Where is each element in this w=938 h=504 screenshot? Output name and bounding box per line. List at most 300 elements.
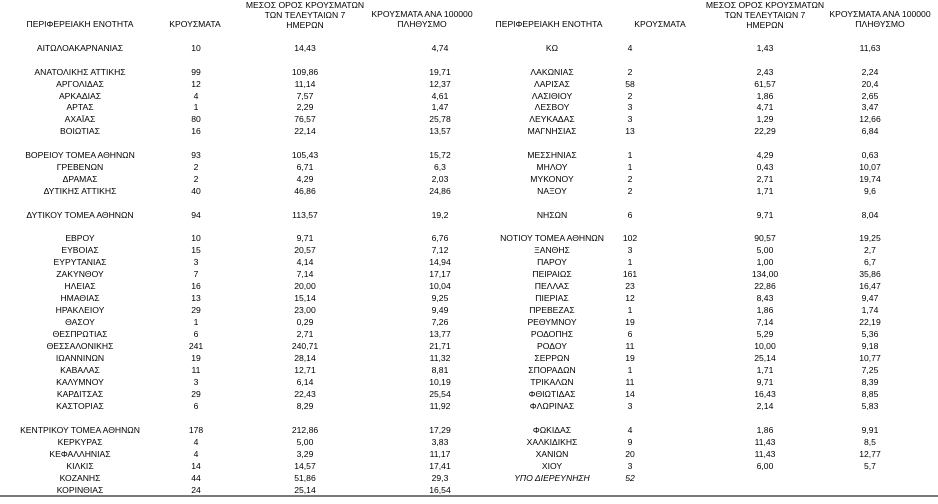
per100k-cell: 8,81 (431, 365, 449, 375)
cases-cell: 3 (627, 461, 633, 471)
cases-cell: 102 (622, 233, 638, 243)
avg-cell: 9,71 (296, 233, 314, 243)
per100k-cell: 35,86 (859, 269, 881, 279)
table-row (0, 293, 938, 304)
per100k-cell: 2,24 (861, 67, 879, 77)
avg-cell: 2,71 (296, 329, 314, 339)
cases-cell: 24 (191, 485, 201, 495)
per100k-cell: 10,04 (429, 281, 451, 291)
region-cell: ΑΡΚΑΔΙΑΣ (58, 91, 102, 101)
region-cell: ΣΠΟΡΑΔΩΝ (528, 365, 576, 375)
avg-cell: 1,29 (756, 114, 774, 124)
table-row (0, 150, 938, 161)
avg-cell: 20,00 (294, 281, 316, 291)
region-cell: ΚΩ (545, 43, 559, 53)
per100k-cell: 6,7 (864, 257, 876, 267)
per100k-cell: 3,83 (431, 437, 449, 447)
per100k-cell: 13,57 (429, 126, 451, 136)
table-row (0, 437, 938, 448)
avg-cell: 3,29 (296, 449, 314, 459)
cases-cell: 93 (191, 150, 201, 160)
region-cell: ΡΟΔΟΥ (537, 341, 567, 351)
left-header-avg-line3: ΗΜΕΡΩΝ (286, 20, 324, 30)
per100k-cell: 7,12 (431, 245, 449, 255)
avg-cell: 1,43 (756, 43, 774, 53)
cases-cell: 19 (191, 353, 201, 363)
table-row (0, 461, 938, 472)
cases-cell: 29 (191, 389, 201, 399)
per100k-cell: 11,63 (859, 43, 881, 53)
avg-cell: 5,29 (756, 329, 774, 339)
per100k-cell: 25,78 (429, 114, 451, 124)
region-cell: ΧΑΛΚΙΔΙΚΗΣ (526, 437, 578, 447)
avg-cell: 2,14 (756, 401, 774, 411)
avg-cell: 10,00 (754, 341, 776, 351)
cases-cell: 7 (193, 269, 199, 279)
table-row (0, 425, 938, 436)
region-cell: ΛΑΚΩΝΙΑΣ (530, 67, 574, 77)
cases-cell: 4 (627, 425, 633, 435)
region-cell: ΣΕΡΡΩΝ (534, 353, 570, 363)
cases-cell: 178 (188, 425, 204, 435)
region-cell: ΝΑΞΟΥ (537, 186, 567, 196)
right-header-avg-line2: ΤΩΝ ΤΕΛΕΥΤΑΙΩΝ 7 (724, 10, 806, 20)
cases-cell: 2 (627, 174, 633, 184)
per100k-cell: 19,25 (859, 233, 881, 243)
per100k-cell: 0,63 (861, 150, 879, 160)
per100k-cell: 6,3 (434, 162, 446, 172)
cases-cell: 2 (193, 162, 199, 172)
cases-cell: 10 (191, 43, 201, 53)
per100k-cell: 15,72 (429, 150, 451, 160)
avg-cell: 28,14 (294, 353, 316, 363)
cases-cell: 2 (627, 186, 633, 196)
avg-cell: 1,71 (756, 186, 774, 196)
region-cell: ΕΥΒΟΙΑΣ (61, 245, 99, 255)
cases-cell: 20 (625, 449, 635, 459)
table-row (0, 281, 938, 292)
region-cell: ΦΩΚΙΔΑΣ (532, 425, 572, 435)
region-cell: ΞΑΝΘΗΣ (534, 245, 570, 255)
avg-cell: 22,14 (294, 126, 316, 136)
per100k-cell: 2,03 (431, 174, 449, 184)
table-row (0, 79, 938, 90)
avg-cell: 11,14 (294, 79, 316, 89)
bottom-rule (0, 495, 938, 497)
cases-cell: 80 (191, 114, 201, 124)
cases-cell: 3 (193, 377, 199, 387)
region-cell: ΙΩΑΝΝΙΝΩΝ (55, 353, 105, 363)
region-cell: ΗΡΑΚΛΕΙΟΥ (55, 305, 105, 315)
per100k-cell: 9,47 (861, 293, 879, 303)
region-cell: ΔΥΤΙΚΗΣ ΑΤΤΙΚΗΣ (43, 186, 117, 196)
region-cell: ΚΑΒΑΛΑΣ (60, 365, 100, 375)
avg-cell: 46,86 (294, 186, 316, 196)
cases-cell: 4 (193, 449, 199, 459)
cases-cell: 2 (627, 91, 633, 101)
cases-cell: 11 (191, 365, 201, 375)
cases-cell: 1 (193, 102, 199, 112)
per100k-cell: 5,7 (864, 461, 876, 471)
table-row (0, 210, 938, 221)
per100k-cell: 9,91 (861, 425, 879, 435)
avg-cell: 2,43 (756, 67, 774, 77)
per100k-cell: 20,4 (861, 79, 879, 89)
region-cell: ΕΥΡΥΤΑΝΙΑΣ (53, 257, 107, 267)
cases-cell: 58 (625, 79, 635, 89)
avg-cell: 1,86 (756, 91, 774, 101)
region-cell: ΤΡΙΚΑΛΩΝ (530, 377, 574, 387)
avg-cell: 1,86 (756, 425, 774, 435)
table-row (0, 341, 938, 352)
left-header-per100k-line2: ΠΛΗΘΥΣΜΟ (397, 19, 447, 29)
region-cell: ΚΟΖΑΝΗΣ (59, 473, 101, 483)
per100k-cell: 10,07 (859, 162, 881, 172)
region-cell: ΔΡΑΜΑΣ (62, 174, 98, 184)
cases-cell: 12 (191, 79, 201, 89)
table-row (0, 365, 938, 376)
left-header-avg-line2: ΤΩΝ ΤΕΛΕΥΤΑΙΩΝ 7 (264, 10, 346, 20)
avg-cell: 15,14 (294, 293, 316, 303)
avg-cell: 4,29 (296, 174, 314, 184)
region-cell: ΚΕΡΚΥΡΑΣ (57, 437, 103, 447)
avg-cell: 6,00 (756, 461, 774, 471)
per100k-cell: 9,6 (864, 186, 876, 196)
cases-cell: 19 (625, 317, 635, 327)
region-cell: ΦΛΩΡΙΝΑΣ (529, 401, 575, 411)
cases-cell: 1 (627, 305, 633, 315)
cases-cell: 12 (625, 293, 635, 303)
cases-cell: 11 (625, 341, 635, 351)
region-cell: ΜΥΚΟΝΟΥ (530, 174, 574, 184)
region-cell: ΠΕΛΛΑΣ (534, 281, 570, 291)
avg-cell: 2,71 (756, 174, 774, 184)
avg-cell: 1,86 (756, 305, 774, 315)
cases-cell: 161 (622, 269, 638, 279)
avg-cell: 9,71 (756, 210, 774, 220)
per100k-cell: 6,84 (861, 126, 879, 136)
cases-cell: 6 (627, 210, 633, 220)
right-header-avg (700, 0, 830, 30)
region-cell: ΗΜΑΘΙΑΣ (60, 293, 100, 303)
cases-cell: 94 (191, 210, 201, 220)
avg-cell: 14,57 (294, 461, 316, 471)
table-row (0, 114, 938, 125)
region-cell: ΥΠΟ ΔΙΕΡΕΥΝΗΣΗ (514, 473, 590, 483)
table-row (0, 305, 938, 316)
avg-cell: 6,71 (296, 162, 314, 172)
avg-cell: 14,43 (294, 43, 316, 53)
region-cell: ΔΥΤΙΚΟΥ ΤΟΜΕΑ ΑΘΗΝΩΝ (26, 210, 134, 220)
cases-cell: 4 (193, 437, 199, 447)
cases-cell: 3 (627, 245, 633, 255)
avg-cell: 1,00 (756, 257, 774, 267)
region-cell: ΑΡΓΟΛΙΔΑΣ (56, 79, 104, 89)
right-header-per100k-line1: ΚΡΟΥΣΜΑΤΑ ΑΝΑ 100000 (829, 9, 931, 19)
avg-cell: 90,57 (754, 233, 776, 243)
per100k-cell: 12,77 (859, 449, 881, 459)
left-header-per100k-line1: ΚΡΟΥΣΜΑΤΑ ΑΝΑ 100000 (371, 9, 473, 19)
per100k-cell: 19,2 (431, 210, 449, 220)
region-cell: ΚΑΡΔΙΤΣΑΣ (56, 389, 104, 399)
region-cell: ΜΕΣΣΗΝΙΑΣ (527, 150, 577, 160)
avg-cell: 0,29 (296, 317, 314, 327)
per100k-cell: 22,19 (859, 317, 881, 327)
per100k-cell: 3,47 (861, 102, 879, 112)
cases-cell: 44 (191, 473, 201, 483)
avg-cell: 51,86 (294, 473, 316, 483)
region-cell: ΠΙΕΡΙΑΣ (535, 293, 569, 303)
left-header-region: ΠΕΡΙΦΕΡΕΙΑΚΗ ΕΝΟΤΗΤΑ (26, 19, 134, 29)
per100k-cell: 4,74 (431, 43, 449, 53)
region-cell: ΜΑΓΝΗΣΙΑΣ (527, 126, 577, 136)
avg-cell: 5,00 (296, 437, 314, 447)
cases-cell: 13 (191, 293, 201, 303)
cases-cell: 1 (627, 150, 633, 160)
avg-cell: 11,43 (754, 437, 776, 447)
right-header-avg-line1: ΜΕΣΟΣ ΟΡΟΣ ΚΡΟΥΣΜΑΤΩΝ (705, 0, 825, 10)
per100k-cell: 8,85 (861, 389, 879, 399)
per100k-cell: 16,54 (429, 485, 451, 495)
region-cell: ΛΑΡΙΣΑΣ (534, 79, 570, 89)
cases-cell: 29 (191, 305, 201, 315)
per100k-cell: 7,26 (431, 317, 449, 327)
left-header-avg (240, 0, 370, 30)
per100k-cell: 10,77 (859, 353, 881, 363)
region-cell: ΛΕΥΚΑΔΑΣ (529, 114, 575, 124)
table-row (0, 329, 938, 340)
region-cell: ΘΕΣΣΑΛΟΝΙΚΗΣ (46, 341, 114, 351)
per100k-cell: 1,47 (431, 102, 449, 112)
region-cell: ΚΟΡΙΝΘΙΑΣ (56, 485, 104, 495)
per100k-cell: 19,71 (429, 67, 451, 77)
region-cell: ΧΙΟΥ (541, 461, 563, 471)
cases-cell: 9 (627, 437, 633, 447)
avg-cell: 22,29 (754, 126, 776, 136)
table-row (0, 174, 938, 185)
cases-cell: 6 (193, 401, 199, 411)
cases-cell: 10 (191, 233, 201, 243)
region-cell: ΑΝΑΤΟΛΙΚΗΣ ΑΤΤΙΚΗΣ (34, 67, 126, 77)
region-cell: ΖΑΚΥΝΘΟΥ (56, 269, 104, 279)
avg-cell: 25,14 (754, 353, 776, 363)
table-row (0, 449, 938, 460)
region-cell: ΧΑΝΙΩΝ (535, 449, 569, 459)
left-header-cases: ΚΡΟΥΣΜΑΤΑ (169, 19, 221, 29)
avg-cell: 22,86 (754, 281, 776, 291)
table-row (0, 401, 938, 412)
cases-cell: 13 (625, 126, 635, 136)
cases-cell: 1 (193, 317, 199, 327)
cases-cell: 6 (627, 329, 633, 339)
cases-cell: 11 (625, 377, 635, 387)
avg-cell: 1,71 (756, 365, 774, 375)
avg-cell: 105,43 (291, 150, 319, 160)
table-row (0, 389, 938, 400)
per100k-cell: 8,39 (861, 377, 879, 387)
right-header-per100k (822, 9, 938, 29)
per100k-cell: 29,3 (431, 473, 449, 483)
avg-cell: 109,86 (291, 67, 319, 77)
right-header-per100k-line2: ΠΛΗΘΥΣΜΟ (855, 19, 905, 29)
avg-cell: 23,00 (294, 305, 316, 315)
per100k-cell: 12,66 (859, 114, 881, 124)
table-row (0, 126, 938, 137)
cases-cell: 2 (193, 174, 199, 184)
avg-cell: 12,71 (294, 365, 316, 375)
per100k-cell: 11,17 (429, 449, 451, 459)
table-row (0, 353, 938, 364)
region-cell: ΚΑΣΤΟΡΙΑΣ (56, 401, 104, 411)
per100k-cell: 19,74 (859, 174, 881, 184)
avg-cell: 9,71 (756, 377, 774, 387)
region-cell: ΒΟΡΕΙΟΥ ΤΟΜΕΑ ΑΘΗΝΩΝ (25, 150, 135, 160)
region-cell: ΛΕΣΒΟΥ (534, 102, 570, 112)
avg-cell: 16,43 (754, 389, 776, 399)
table-row (0, 43, 938, 54)
per100k-cell: 12,37 (429, 79, 451, 89)
table-row (0, 245, 938, 256)
cases-cell: 3 (627, 102, 633, 112)
per100k-cell: 9,25 (431, 293, 449, 303)
cases-cell: 2 (627, 67, 633, 77)
table-row (0, 257, 938, 268)
avg-cell: 7,14 (756, 317, 774, 327)
region-cell: ΘΑΣΟΥ (65, 317, 95, 327)
cases-cell: 1 (627, 162, 633, 172)
avg-cell: 4,14 (296, 257, 314, 267)
avg-cell: 8,29 (296, 401, 314, 411)
avg-cell: 212,86 (291, 425, 319, 435)
table-row (0, 269, 938, 280)
avg-cell: 76,57 (294, 114, 316, 124)
left-header-avg-line1: ΜΕΣΟΣ ΟΡΟΣ ΚΡΟΥΣΜΑΤΩΝ (245, 0, 365, 10)
avg-cell: 113,57 (292, 210, 318, 220)
region-cell: ΜΗΛΟΥ (536, 162, 568, 172)
per100k-cell: 11,32 (429, 353, 451, 363)
per100k-cell: 24,86 (429, 186, 451, 196)
right-header-region: ΠΕΡΙΦΕΡΕΙΑΚΗ ΕΝΟΤΗΤΑ (495, 19, 603, 29)
region-cell: ΓΡΕΒΕΝΩΝ (56, 162, 104, 172)
region-cell: ΚΙΛΚΙΣ (66, 461, 94, 471)
region-cell: ΡΕΘΥΜΝΟΥ (527, 317, 577, 327)
cases-cell: 4 (627, 43, 633, 53)
cases-cell: 15 (191, 245, 201, 255)
region-cell: ΗΛΕΙΑΣ (64, 281, 96, 291)
cases-cell: 40 (191, 186, 201, 196)
cases-cell: 16 (191, 281, 201, 291)
cases-cell: 3 (627, 114, 633, 124)
per100k-cell: 21,71 (429, 341, 451, 351)
table-row (0, 473, 938, 484)
cases-cell: 3 (193, 257, 199, 267)
per100k-cell: 6,76 (431, 233, 449, 243)
avg-cell: 7,14 (296, 269, 314, 279)
per100k-cell: 10,19 (429, 377, 451, 387)
per100k-cell: 4,61 (431, 91, 449, 101)
per100k-cell: 5,36 (861, 329, 879, 339)
avg-cell: 20,57 (294, 245, 316, 255)
region-cell: ΦΘΙΩΤΙΔΑΣ (528, 389, 576, 399)
cases-cell: 16 (191, 126, 201, 136)
cases-cell: 4 (193, 91, 199, 101)
cases-cell: 1 (627, 365, 633, 375)
table-row (0, 102, 938, 113)
cases-cell: 241 (188, 341, 204, 351)
region-cell: ΡΟΔΟΠΗΣ (530, 329, 574, 339)
table-row (0, 233, 938, 244)
per100k-cell: 8,5 (864, 437, 876, 447)
per100k-cell: 9,49 (431, 305, 449, 315)
region-cell: ΘΕΣΠΡΩΤΙΑΣ (52, 329, 108, 339)
per100k-cell: 8,04 (861, 210, 879, 220)
cases-cell: 14 (625, 389, 635, 399)
per100k-cell: 17,17 (429, 269, 451, 279)
per100k-cell: 16,47 (859, 281, 881, 291)
per100k-cell: 2,65 (861, 91, 879, 101)
per100k-cell: 11,92 (429, 401, 451, 411)
per100k-cell: 2,7 (864, 245, 876, 255)
avg-cell: 8,43 (756, 293, 774, 303)
avg-cell: 240,71 (291, 341, 319, 351)
cases-cell: 99 (191, 67, 201, 77)
per100k-cell: 25,54 (429, 389, 451, 399)
table-row (0, 91, 938, 102)
per100k-cell: 1,74 (861, 305, 879, 315)
region-cell: ΛΑΣΙΘΙΟΥ (531, 91, 573, 101)
avg-cell: 11,43 (754, 449, 776, 459)
right-header-cases: ΚΡΟΥΣΜΑΤΑ (634, 19, 686, 29)
cases-cell: 19 (625, 353, 635, 363)
region-cell: ΚΕΝΤΡΙΚΟΥ ΤΟΜΕΑ ΑΘΗΝΩΝ (20, 425, 140, 435)
avg-cell: 4,71 (756, 102, 774, 112)
avg-cell: 4,29 (756, 150, 774, 160)
avg-cell: 134,00 (751, 269, 779, 279)
cases-cell: 3 (627, 401, 633, 411)
avg-cell: 22,43 (294, 389, 316, 399)
per100k-cell: 9,18 (861, 341, 879, 351)
avg-cell: 5,00 (756, 245, 774, 255)
table-row (0, 186, 938, 197)
region-cell: ΑΙΤΩΛΟΑΚΑΡΝΑΝΙΑΣ (36, 43, 124, 53)
region-cell: ΝΗΣΩΝ (536, 210, 568, 220)
per100k-cell: 17,41 (429, 461, 451, 471)
region-cell: ΕΒΡΟΥ (65, 233, 95, 243)
cases-cell: 23 (625, 281, 635, 291)
region-cell: ΒΟΙΩΤΙΑΣ (60, 126, 100, 136)
avg-cell: 6,14 (296, 377, 314, 387)
per100k-cell: 14,94 (429, 257, 451, 267)
cases-cell: 1 (627, 257, 633, 267)
per100k-cell: 7,25 (861, 365, 879, 375)
region-cell: ΑΡΤΑΣ (66, 102, 94, 112)
cases-cell: 14 (191, 461, 201, 471)
region-cell: ΝΟΤΙΟΥ ΤΟΜΕΑ ΑΘΗΝΩΝ (500, 233, 604, 243)
region-cell: ΠΑΡΟΥ (537, 257, 567, 267)
table-row (0, 317, 938, 328)
region-cell: ΚΕΦΑΛΛΗΝΙΑΣ (49, 449, 111, 459)
per100k-cell: 17,29 (429, 425, 451, 435)
table-row (0, 162, 938, 173)
region-cell: ΑΧΑΪΑΣ (64, 114, 96, 124)
region-cell: ΠΡΕΒΕΖΑΣ (529, 305, 575, 315)
per100k-cell: 5,83 (861, 401, 879, 411)
table-row (0, 67, 938, 78)
cases-cell: 6 (193, 329, 199, 339)
avg-cell: 25,14 (294, 485, 316, 495)
avg-cell: 2,29 (296, 102, 314, 112)
region-cell: ΚΑΛΥΜΝΟΥ (56, 377, 104, 387)
